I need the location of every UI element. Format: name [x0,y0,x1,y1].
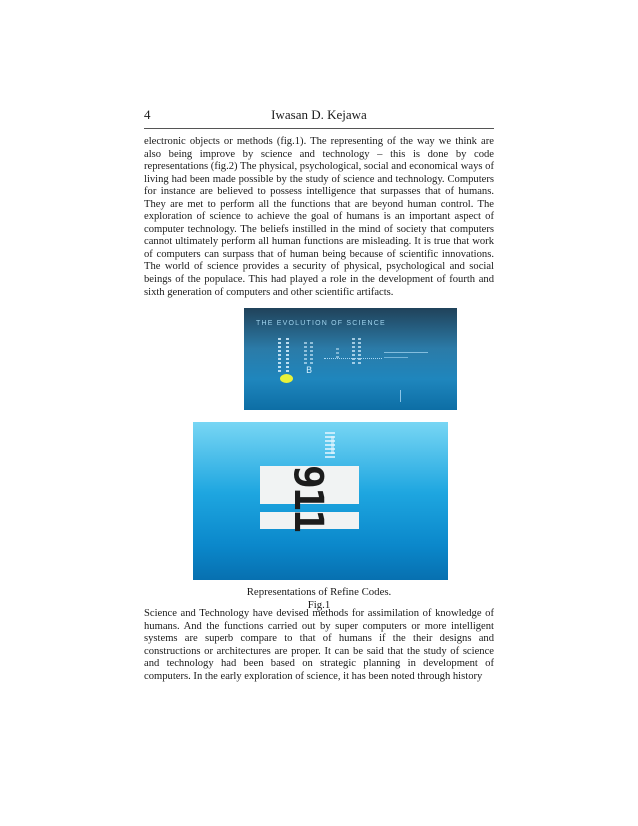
code-column [304,342,307,364]
figure-code-representation [193,422,448,580]
vertical-text [331,436,334,454]
code-column [310,342,313,364]
header-rule [144,128,494,129]
code-column [358,338,361,364]
dotted-line [324,358,382,359]
text-line [384,352,428,353]
figure-evolution-of-science [244,308,457,410]
body-paragraph: electronic objects or methods (fig.1). The representing of the way we think are also being improve by science and technology – this is done by code representations (fig.2) The physical, psychological, social and economical ways of living had been made possible by the study of science and technology. Computers for instance are believed to possess intelligence that surpasses that of humans. They are met to perform all the functions that are beyond human control. The exploration of science to achieve the goal of humans is an important aspect of computer technology. The beliefs instilled in the mind of society that computers cannot ultimately perform all human functions are misleading. It is true that work of computers can surpass that of human being because of scientific innovations. The world of science provides a security of physical, psychological and social beings of the populace. This had played a role in the development of fourth and sixth generation of computers and other scientific artifacts. [144,136,494,298]
running-title: Iwasan D. Kejawa [271,107,367,122]
rotated-digits: 911 [285,464,331,532]
figure-label: Fig.1 [307,598,331,611]
page-number: 4 [144,107,151,122]
caption-line: Representations of Refine Codes. [246,586,392,598]
code-column [286,338,289,372]
page-header [144,107,494,127]
figure-glyph: B [306,366,313,376]
figure-title-text: THE EVOLUTION OF SCIENCE [256,320,386,327]
code-column [278,338,281,372]
tick-mark [400,390,401,402]
yellow-dot-marker [280,374,293,383]
body-paragraph: Science and Technology have devised methods for assimilation of knowledge of humans. And the functions carried out by super computers or more intelligent systems are superb compare to that of humans if the their designs and constructions or architectures are proper. It can be said that the study of science and technology had been based on strategic planning in development of computers. In the early exploration of science, it has been noted through history [144,608,494,682]
text-line [384,357,408,358]
code-column [352,338,355,364]
